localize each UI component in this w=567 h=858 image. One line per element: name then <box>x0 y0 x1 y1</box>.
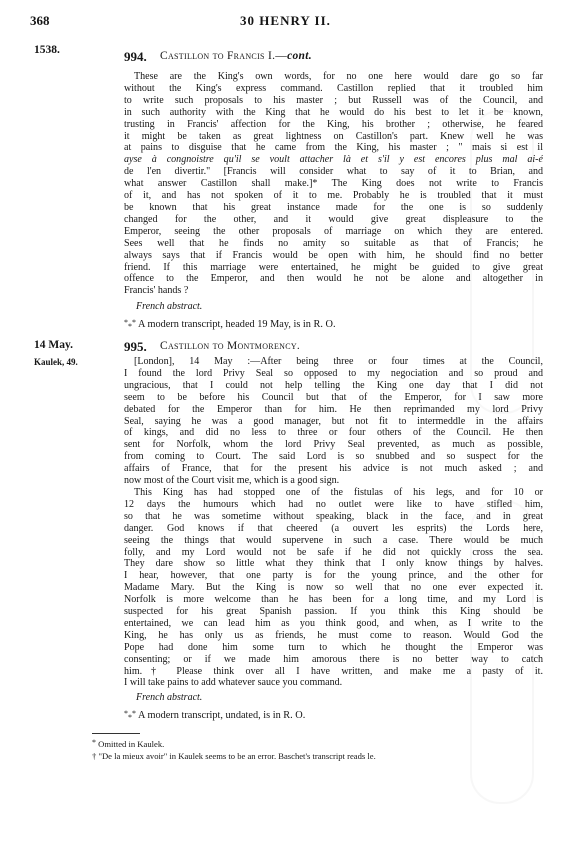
entry-995-date: 14 May. <box>34 339 73 351</box>
text-line: consenting; or if we made him amorous there is no better way to catch <box>124 653 543 665</box>
footnote <box>92 738 164 749</box>
text-line: trusting in Francis' affection for the King, his brother ; otherwise, he feared <box>124 118 543 130</box>
transcript-note <box>124 318 336 331</box>
text-line: King, he has only us as friends, he must come to reason. Would God the <box>124 629 543 641</box>
text-line: be known that his great instance made for the one is so suddenly <box>124 201 543 213</box>
text-line: of kings, and did no less to three or four others of the Council. He then <box>124 427 543 439</box>
entry-994-body <box>124 71 543 297</box>
french-abstract-label: French abstract. <box>136 301 203 312</box>
entry-title-text: Castillon to Francis I.— <box>160 50 288 62</box>
footnote-mark: * <box>92 738 96 747</box>
text-line: These are the King's own words, for no one here would dare go so far <box>134 71 543 82</box>
text-line: suspected for his great Spanish passion. If you think this King should be <box>124 606 543 618</box>
entry-number: 995. <box>124 339 147 354</box>
text-line: him.† Please think over all I have written, and make me a pasty of it. <box>124 665 543 677</box>
text-line: Pope had done him some turn to which he thought the Emperor was <box>124 641 543 653</box>
text-line: folly, and my Lord would not be safe if he did not quickly cross the sea. <box>124 546 543 558</box>
text-line: entertained, we can lead him as you think good, and when, as I write to the <box>124 617 543 629</box>
text-line: from coming to Court. The said Lord is so snubbed and so suspect for the <box>124 451 543 463</box>
text-line: so that he was sometime without speaking, black in the face, and in great <box>124 510 543 522</box>
text-line: Madame Mary. But the King is now so well that no one ever expected it. <box>124 582 543 594</box>
footnote-text: "De la mieux avoir" in Kaulek seems to be an error. Baschet's transcript reads le. <box>98 751 376 761</box>
text-line: changed for the other, and it would give great displeasure to the <box>124 213 543 225</box>
text-line: affairs of France, that for the present his advice is not much asked ; and <box>124 463 543 475</box>
french-abstract-label: French abstract. <box>136 692 203 703</box>
transcript-text: A modern transcript, headed 19 May, is in R. O. <box>138 319 336 330</box>
text-line: 12 days the humours which had no outlet were like to have stifled him, <box>124 498 543 510</box>
text-line: at pains to disguise that he came from the King, his master ; " mais si est il <box>124 142 543 154</box>
footnote-mark: † <box>92 751 97 761</box>
text-line: [London], 14 May :—After being three or four times at the Council, <box>134 356 543 367</box>
text-line: Francis' hands ? <box>124 285 189 297</box>
entry-number: 994. <box>124 49 147 64</box>
year-label: 1538. <box>34 44 60 56</box>
footnote <box>92 751 376 761</box>
text-line: it might be taken as great lightness on Castillon's part. Knew well he was <box>124 130 543 142</box>
text-line: Seal, saying he was a good manager, but not fit to intermeddle in the affairs <box>124 415 543 427</box>
text-line: de l'en divertir." [Francis will consider what to say of it to Brian, and <box>124 166 543 178</box>
text-line: what answer Castillon shall make.]* The King does not write to Francis <box>124 178 543 190</box>
text-line: now most of the Court visit me, which is a good sign. <box>124 475 340 487</box>
running-head: 30 HENRY II. <box>240 13 331 28</box>
transcript-text: A modern transcript, undated, is in R. O. <box>138 710 306 721</box>
text-line: ungracious, that I could not help telling the King one day that I did not <box>124 379 543 391</box>
text-line: I found the lord Privy Seal so opposed to my negociation and so proud and <box>124 367 543 379</box>
text-line: friend. If this marriage were entertained, he might be guided to give great <box>124 261 543 273</box>
entry-title-cont: cont. <box>287 50 312 62</box>
text-line: They dare show so little what they think that I only know things by halves. <box>124 558 543 570</box>
text-line: I will take pains to add whatever sauce you command. <box>124 677 343 689</box>
text-line: This King has had stopped one of the fistulas of his legs, and for 10 or <box>134 486 543 498</box>
marginal-reference: Kaulek, 49. <box>34 357 78 367</box>
footnote-rule <box>92 733 140 734</box>
transcript-note <box>124 709 305 722</box>
text-line: without the King's express command. Castillon replied that it troubled him <box>124 82 543 94</box>
text-line: offence to the Emperor, and then would he not be alone and altogether in <box>124 273 543 285</box>
asterism-icon: *** <box>124 318 136 331</box>
entry-title <box>160 50 312 62</box>
text-line: Sees well that he finds no amity so suitable as that of Francis; he <box>124 237 543 249</box>
entry-title: Castillon to Montmorency. <box>160 340 301 352</box>
text-line: ayse à congnoistre qu'il se voult attacher là et s'il y est encores plus mal ai-é <box>124 154 543 166</box>
text-line: of it, and has not spoken of it to me. Probably he is troubled that it must <box>124 190 543 202</box>
text-line: sent for Norfolk, whom the lord Privy Seal prevented, as much as possible, <box>124 439 543 451</box>
text-line: Norfolk is more welcome than he has been for a long time, and my Lord is <box>124 594 543 606</box>
text-line: Emperor, seeing the other proposals of marriage on which they are entered. <box>124 225 543 237</box>
page-number: 368 <box>30 13 50 28</box>
text-line: to write such proposals to his master ; but Russell was of the Council, and <box>124 94 543 106</box>
text-line: I hear, however, that one party is for the young prince, and the other for <box>124 570 543 582</box>
footnote-text: Omitted in Kaulek. <box>98 739 165 749</box>
page-header <box>30 13 541 29</box>
text-line: seem to be before his Council but that of the Emperor, for I saw more <box>124 391 543 403</box>
asterism-icon: *** <box>124 709 136 722</box>
text-line: seeing the things that would supervene in such a case. There would be much <box>124 534 543 546</box>
text-line: in such authority with the King that he would do his best to let it be known, <box>124 106 543 118</box>
text-line: always says that if Francis would be open with him, he should find no better <box>124 249 543 261</box>
text-line: debated for the Emperor than for him. He then reprimanded my lord Privy <box>124 403 543 415</box>
entry-995-body <box>124 356 543 689</box>
text-line: danger. God knows if that cheered (a ouvert les esprits) the Lords here, <box>124 522 543 534</box>
